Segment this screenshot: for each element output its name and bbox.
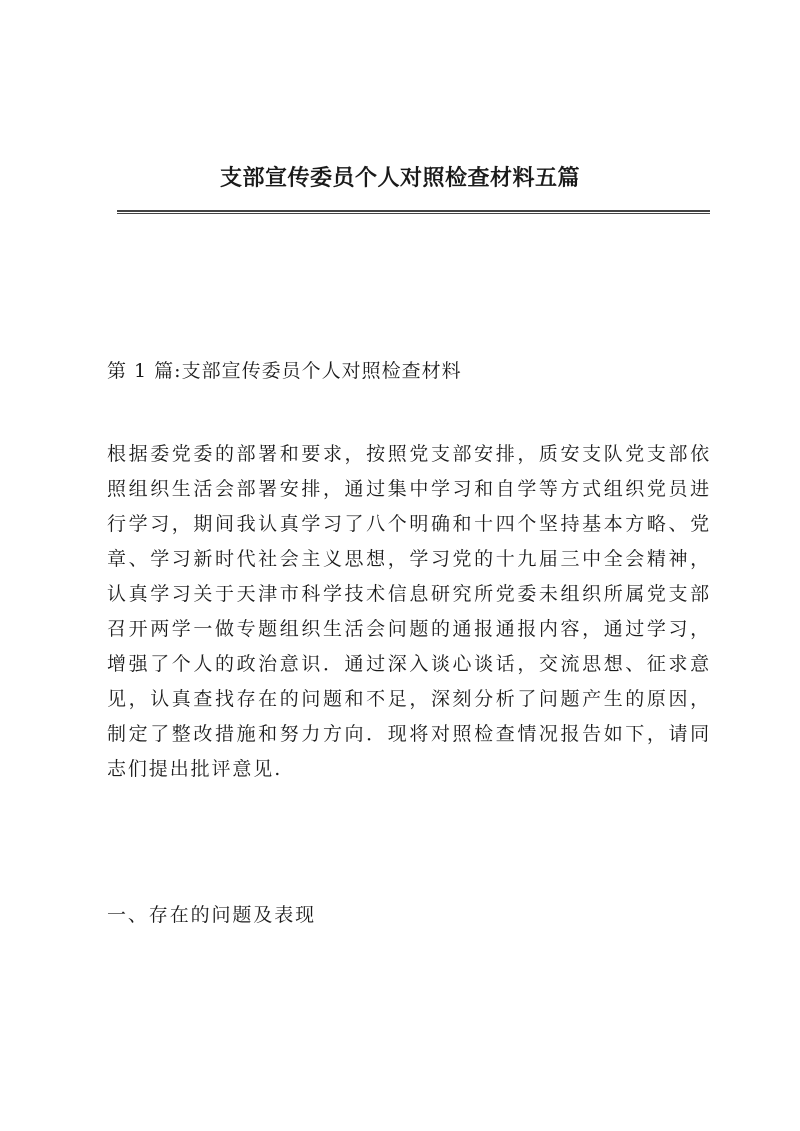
title-divider [117, 210, 710, 214]
body-paragraph: 根据委党委的部署和要求，按照党支部安排，质安支队党支部依照组织生活会部署安排，通过集中学习和自学等方式组织党员进行学习，期间我认真学习了八个明确和十四个坚持基本方略、党章、学习新时代社会主义思想，学习党的十九届三中全会精神，认真学习关于天津市科学技术信息研究所党委未组织所属党支部召开两学一做专题组织生活会问题的通报通报内容，通过学习，增强了个人的政治意识．通过深入谈心谈话，交流思想、征求意见，认真查找存在的问题和不足，深刻分析了问题产生的原因，制定了整改措施和努力方向．现将对照检查情况报告如下，请同志们提出批评意见. [107, 443, 711, 780]
section-heading: 一、存在的问题及表现 [107, 904, 317, 926]
document-title: 支部宣传委员个人对照检查材料五篇 [219, 165, 580, 191]
article-subheading: 第 1 篇:支部宣传委员个人对照检查材料 [107, 360, 462, 382]
